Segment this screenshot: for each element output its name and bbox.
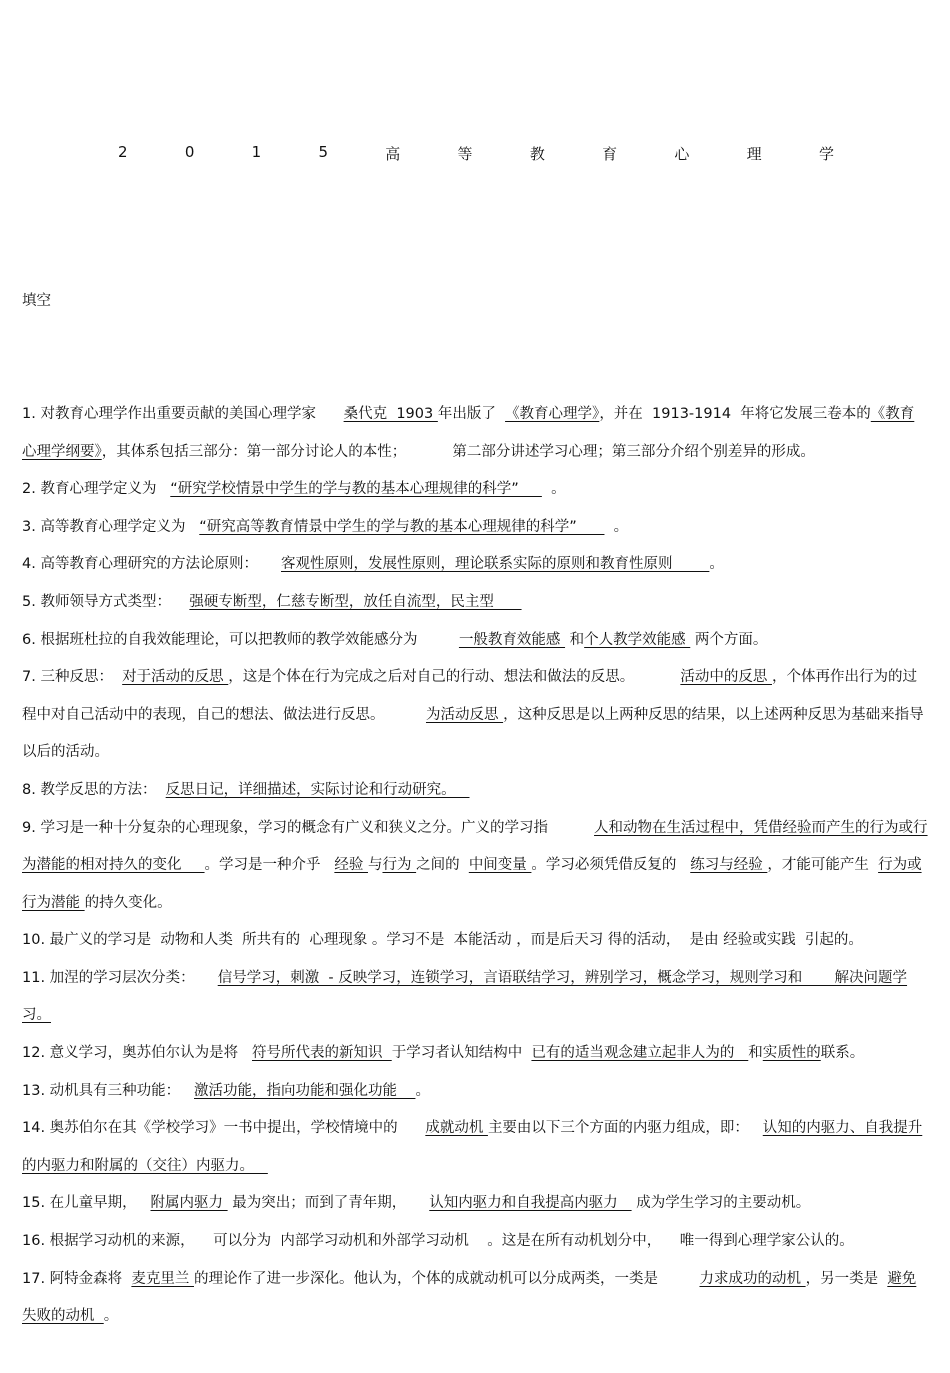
- fill-blank-item: [22, 471, 928, 509]
- question-text: 联系。: [820, 1045, 865, 1062]
- fill-blank-item: [22, 1223, 928, 1261]
- question-text: 两个方面。: [690, 631, 768, 648]
- title-char: 学: [818, 145, 834, 163]
- answer-blank: 激活功能，指向功能和强化功能: [194, 1082, 416, 1099]
- answer-blank: 信号学习，刺激 - 反映学习，连锁学习，言语联结学习，辨别学习，概念学习，规则学习和 解决问题学习。: [22, 969, 908, 1024]
- title-char: 0: [184, 143, 195, 161]
- question-text: 。: [541, 481, 566, 498]
- question-text: 11. 加涅的学习层次分类：: [22, 969, 218, 986]
- question-text: 。: [415, 1082, 430, 1099]
- question-text: 主要由以下三个方面的内驱力组成，即：: [487, 1120, 763, 1137]
- answer-blank: 桑代克 1903: [343, 405, 438, 422]
- answer-blank: 附属内驱力: [150, 1195, 228, 1212]
- fill-blank-item: [22, 810, 928, 923]
- question-text: 。学习必须凭借反复的: [531, 857, 691, 874]
- question-text: 12. 意义学习，奥苏伯尔认为是将: [22, 1045, 252, 1062]
- question-list: [22, 396, 928, 1336]
- answer-blank: 认知内驱力和自我提高内驱力: [429, 1195, 632, 1212]
- fill-blank-item: [22, 1035, 928, 1073]
- answer-blank: 已有的适当观念建立起非人为的: [531, 1045, 749, 1062]
- document-body: [22, 208, 928, 1373]
- fill-blank-item: [22, 1261, 928, 1336]
- question-text: ，才能可能产生: [767, 857, 879, 874]
- fill-blank-item: [22, 922, 928, 960]
- answer-blank: 练习与经验: [690, 857, 768, 874]
- question-text: 。: [604, 518, 629, 535]
- answer-blank: 麦克里兰: [131, 1270, 194, 1287]
- question-text: 于学习者认知结构中: [391, 1045, 532, 1062]
- question-text: ，这种反思是以上两种反思的结果，以上述两种反思为基础来指导以后的活动。: [22, 706, 924, 761]
- question-text: 年出版了: [437, 405, 506, 422]
- answer-blank: 《教育心理学》: [505, 405, 600, 422]
- question-text: 和: [565, 631, 585, 648]
- question-text: 最为突出；而到了青年期，: [227, 1195, 430, 1212]
- section-heading: 填空: [22, 293, 51, 310]
- title-char: 5: [318, 143, 328, 161]
- answer-blank: 客观性原则，发展性原则，理论联系实际的原则和教育性原则: [281, 556, 710, 573]
- question-text: 15. 在儿童早期，: [22, 1195, 151, 1212]
- answer-blank: 认知的内驱力、自我提升的内驱力和附属的（交往）内驱力。: [22, 1120, 923, 1174]
- title-char: 2: [118, 143, 128, 161]
- title-char: 1: [251, 143, 262, 161]
- question-text: 6. 根据班杜拉的自我效能理论，可以把教师的教学效能感分为: [22, 631, 459, 648]
- question-text: 1. 对教育心理学作出重要贡献的美国心理学家: [22, 405, 344, 422]
- answer-blank: 实质性的: [762, 1045, 821, 1062]
- question-text: 2. 教育心理学定义为: [22, 481, 171, 498]
- question-text: 8. 教学反思的方法：: [22, 781, 166, 798]
- fill-blank-item: [22, 1073, 928, 1111]
- fill-blank-item: [22, 546, 928, 584]
- question-text: ，个体再作出行为的过程中对自己活动中的表现，自己的想法、做法进行反思。: [22, 669, 917, 723]
- answer-blank: 《教育心理学纲要》: [22, 405, 915, 460]
- answer-blank: 人和动物在生活过程中，凭借经验而产生的行为或行为潜能的相对持久的变化: [22, 819, 928, 874]
- answer-blank: 行为或行为潜能: [22, 857, 922, 911]
- answer-blank: 活动中的反思: [680, 669, 772, 686]
- question-text: 7. 三种反思：: [22, 669, 123, 686]
- answer-blank: 为活动反思: [425, 706, 504, 723]
- question-text: 。: [709, 556, 724, 573]
- question-text: 与: [367, 857, 383, 874]
- answer-blank: 反思日记，详细描述，实际讨论和行动研究。: [165, 781, 470, 798]
- fill-blank-item: [22, 396, 928, 471]
- answer-blank: 强硬专断型，仁慈专断型，放任自流型，民主型: [189, 593, 522, 610]
- title-char: 理: [746, 145, 762, 163]
- question-text: ，并在 1913-1914 年将它发展三卷本的: [599, 405, 871, 422]
- answer-blank: 成就动机: [425, 1120, 488, 1137]
- question-text: 14. 奥苏伯尔在其《学校学习》一书中提出，学校情境中的: [22, 1120, 426, 1137]
- title-char: 高: [385, 145, 401, 163]
- answer-blank: 符号所代表的新知识: [252, 1045, 392, 1062]
- question-text: 成为学生学习的主要动机。: [631, 1195, 811, 1212]
- page-title: [118, 143, 834, 164]
- question-text: 9. 学习是一种十分复杂的心理现象，学习的概念有广义和狭义之分。广义的学习指: [22, 819, 595, 836]
- question-text: 5. 教师领导方式类型：: [22, 593, 190, 610]
- answer-blank: 避免失败的动机: [22, 1270, 917, 1325]
- answer-blank: 对于活动的反思: [122, 669, 229, 686]
- title-char: 心: [674, 145, 690, 163]
- question-text: ，另一类是: [805, 1270, 888, 1287]
- answer-blank: 行为: [382, 857, 417, 874]
- answer-blank: “研究学校情景中学生的学与教的基本心理规律的科学”: [170, 481, 542, 498]
- answer-blank: 力求成功的动机: [699, 1270, 806, 1287]
- fill-blank-item: [22, 659, 928, 772]
- question-text: 的持久变化。: [84, 894, 172, 911]
- title-char: 育: [602, 145, 618, 163]
- question-text: ，这是个体在行为完成之后对自己的行动、想法和做法的反思。: [228, 669, 681, 686]
- question-text: 17. 阿特金森将: [22, 1270, 132, 1287]
- question-text: 3. 高等教育心理学定义为: [22, 518, 200, 535]
- question-text: 10. 最广义的学习是 动物和人类 所共有的 心理现象 。学习不是 本能活动 ，而是后天习 得的活动， 是由 经验或实践 引起的。: [22, 932, 863, 949]
- fill-blank-item: [22, 1185, 928, 1223]
- fill-blank-item: [22, 1110, 928, 1185]
- answer-blank: 个人教学效能感: [584, 631, 691, 648]
- fill-blank-item: [22, 584, 928, 622]
- title-char: 教: [529, 145, 545, 163]
- question-text: 。学习是一种介乎: [204, 857, 335, 874]
- title-char: 等: [457, 145, 473, 163]
- question-text: ，其体系包括三部分：第一部分讨论人的本性； 第二部分讲述学习心理；第三部分介绍个别差异的形成。: [101, 443, 815, 460]
- fill-blank-item: [22, 772, 928, 810]
- question-text: 。: [103, 1308, 119, 1325]
- fill-blank-item: [22, 509, 928, 547]
- question-text: 4. 高等教育心理研究的方法论原则：: [22, 556, 281, 573]
- question-text: 16. 根据学习动机的来源， 可以分为 内部学习动机和外部学习动机 。这是在所有动机划分中， 唯一得到心理学家公认的。: [22, 1233, 854, 1250]
- answer-blank: 经验: [334, 857, 368, 874]
- fill-blank-item: [22, 622, 928, 660]
- answer-blank: 一般教育效能感: [458, 631, 566, 648]
- answer-blank: 中间变量: [468, 857, 532, 874]
- fill-blank-item: [22, 960, 928, 1035]
- answer-blank: “研究高等教育情景中学生的学与教的基本心理规律的科学”: [199, 518, 605, 535]
- question-text: 13. 动机具有三种功能：: [22, 1082, 194, 1099]
- question-text: 之间的: [416, 857, 469, 874]
- question-text: 和: [748, 1045, 763, 1062]
- question-text: 的理论作了进一步深化。他认为，个体的成就动机可以分成两类，一类是: [194, 1270, 700, 1287]
